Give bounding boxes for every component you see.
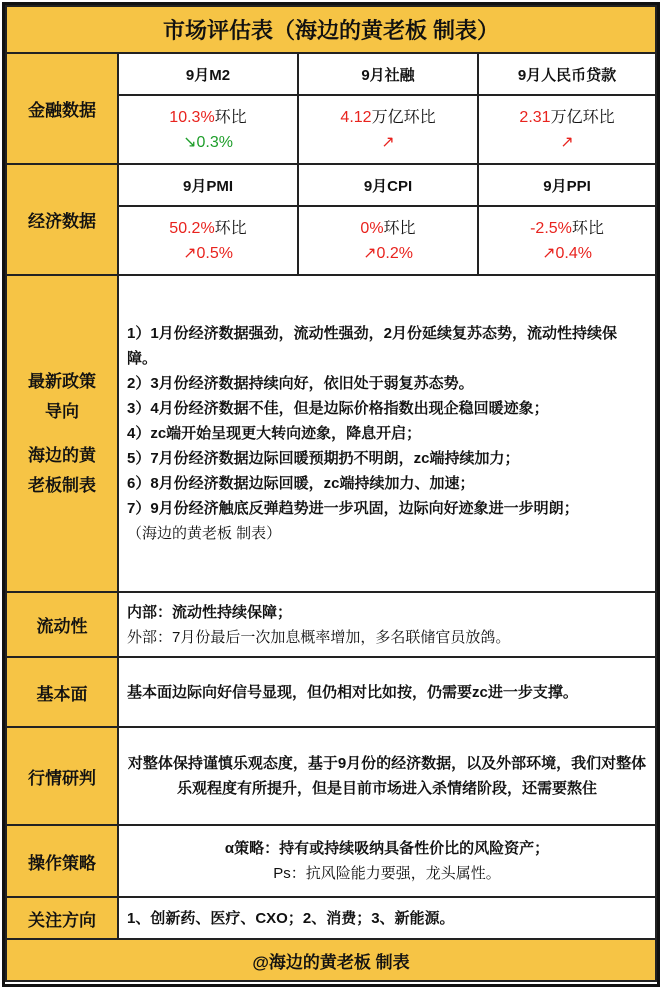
m2-value bbox=[118, 95, 298, 164]
m2-change: ↘0.3% bbox=[183, 133, 233, 151]
liquidity-internal: 内部：流动性持续保障； bbox=[127, 603, 293, 621]
pmi-header: 9月PMI bbox=[118, 164, 298, 206]
policy-label bbox=[6, 275, 118, 592]
market-assessment-sheet bbox=[2, 2, 660, 987]
rmb-loans-header: 9月人民币贷款 bbox=[478, 53, 656, 95]
liquidity-external: 外部：7月份最后一次加息概率增加，多名联储官员放鸽。 bbox=[127, 628, 511, 646]
m2-header: 9月M2 bbox=[118, 53, 298, 95]
policy-label-title: 最新政策导向 bbox=[28, 371, 96, 421]
policy-item: 5）7月份经济数据边际回暖预期扔不明朗，zc端持续加力； bbox=[127, 450, 520, 467]
cpi-change: ↗0.2% bbox=[363, 244, 413, 262]
pmi-value bbox=[118, 206, 298, 275]
strategy-label: 操作策略 bbox=[6, 825, 118, 897]
footer-credit: @海边的黄老板 制表 bbox=[6, 939, 656, 981]
assessment-table bbox=[5, 5, 657, 982]
cpi-number: 0% bbox=[360, 219, 384, 237]
financial-label: 金融数据 bbox=[6, 53, 118, 164]
liquidity-content bbox=[118, 592, 656, 657]
policy-item: 1）1月份经济数据强劲，流动性强劲，2月份延续复苏态势，流动性持续保障。 bbox=[127, 325, 618, 367]
fundamentals-content: 基本面边际向好信号显现，但仍相对比如按，仍需要zc进一步支撑。 bbox=[118, 657, 656, 727]
economic-label: 经济数据 bbox=[6, 164, 118, 275]
sf-suffix: 万亿环比 bbox=[371, 108, 436, 126]
policy-note: （海边的黄老板 制表） bbox=[127, 525, 282, 542]
cpi-header: 9月CPI bbox=[298, 164, 478, 206]
ppi-value bbox=[478, 206, 656, 275]
strategy-ps: Ps：抗风险能力要强，龙头属性。 bbox=[273, 865, 501, 882]
strategy-content bbox=[118, 825, 656, 897]
rmb-loans-value bbox=[478, 95, 656, 164]
liquidity-label: 流动性 bbox=[6, 592, 118, 657]
sf-change-arrow-icon: ↗ bbox=[381, 133, 395, 151]
policy-label-author: 海边的黄老板制表 bbox=[28, 445, 96, 495]
policy-item: 7）9月份经济触底反弹趋势进一步巩固，边际向好迹象进一步明朗； bbox=[127, 500, 579, 517]
loans-number: 2.31 bbox=[519, 108, 551, 126]
policy-item: 4）zc端开始呈现更大转向迹象，降息开启； bbox=[127, 425, 422, 442]
policy-item: 6）8月份经济数据边际回暖，zc端持续加力、加速； bbox=[127, 475, 475, 492]
loans-change-arrow-icon: ↗ bbox=[560, 133, 574, 151]
ppi-header: 9月PPI bbox=[478, 164, 656, 206]
table-title: 市场评估表（海边的黄老板 制表） bbox=[6, 6, 656, 53]
pmi-change: ↗0.5% bbox=[183, 244, 233, 262]
social-financing-value bbox=[298, 95, 478, 164]
ppi-suffix: 环比 bbox=[571, 219, 604, 237]
focus-content: 1、创新药、医疗、CXO；2、消费；3、新能源。 bbox=[118, 897, 656, 939]
cpi-value bbox=[298, 206, 478, 275]
social-financing-header: 9月社融 bbox=[298, 53, 478, 95]
loans-suffix: 万亿环比 bbox=[550, 108, 615, 126]
market-content: 对整体保持谨慎乐观态度，基于9月份的经济数据，以及外部环境，我们对整体乐观程度有所提升，但是目前市场进入杀情绪阶段，还需要熬住 bbox=[118, 727, 656, 825]
policy-item: 2）3月份经济数据持续向好，依旧处于弱复苏态势。 bbox=[127, 375, 474, 392]
pmi-suffix: 环比 bbox=[214, 219, 247, 237]
sf-number: 4.12 bbox=[340, 108, 372, 126]
m2-suffix: 环比 bbox=[214, 108, 247, 126]
policy-item: 3）4月份经济数据不佳，但是边际价格指数出现企稳回暖迹象； bbox=[127, 400, 549, 417]
market-label: 行情研判 bbox=[6, 727, 118, 825]
cpi-suffix: 环比 bbox=[383, 219, 416, 237]
fundamentals-label: 基本面 bbox=[6, 657, 118, 727]
m2-number: 10.3% bbox=[169, 108, 215, 126]
focus-label: 关注方向 bbox=[6, 897, 118, 939]
ppi-change: ↗0.4% bbox=[542, 244, 592, 262]
strategy-alpha: α策略：持有或持续吸纳具备性价比的风险资产； bbox=[224, 840, 550, 857]
ppi-number: -2.5% bbox=[530, 219, 572, 237]
policy-content bbox=[118, 275, 656, 592]
pmi-number: 50.2% bbox=[169, 219, 215, 237]
